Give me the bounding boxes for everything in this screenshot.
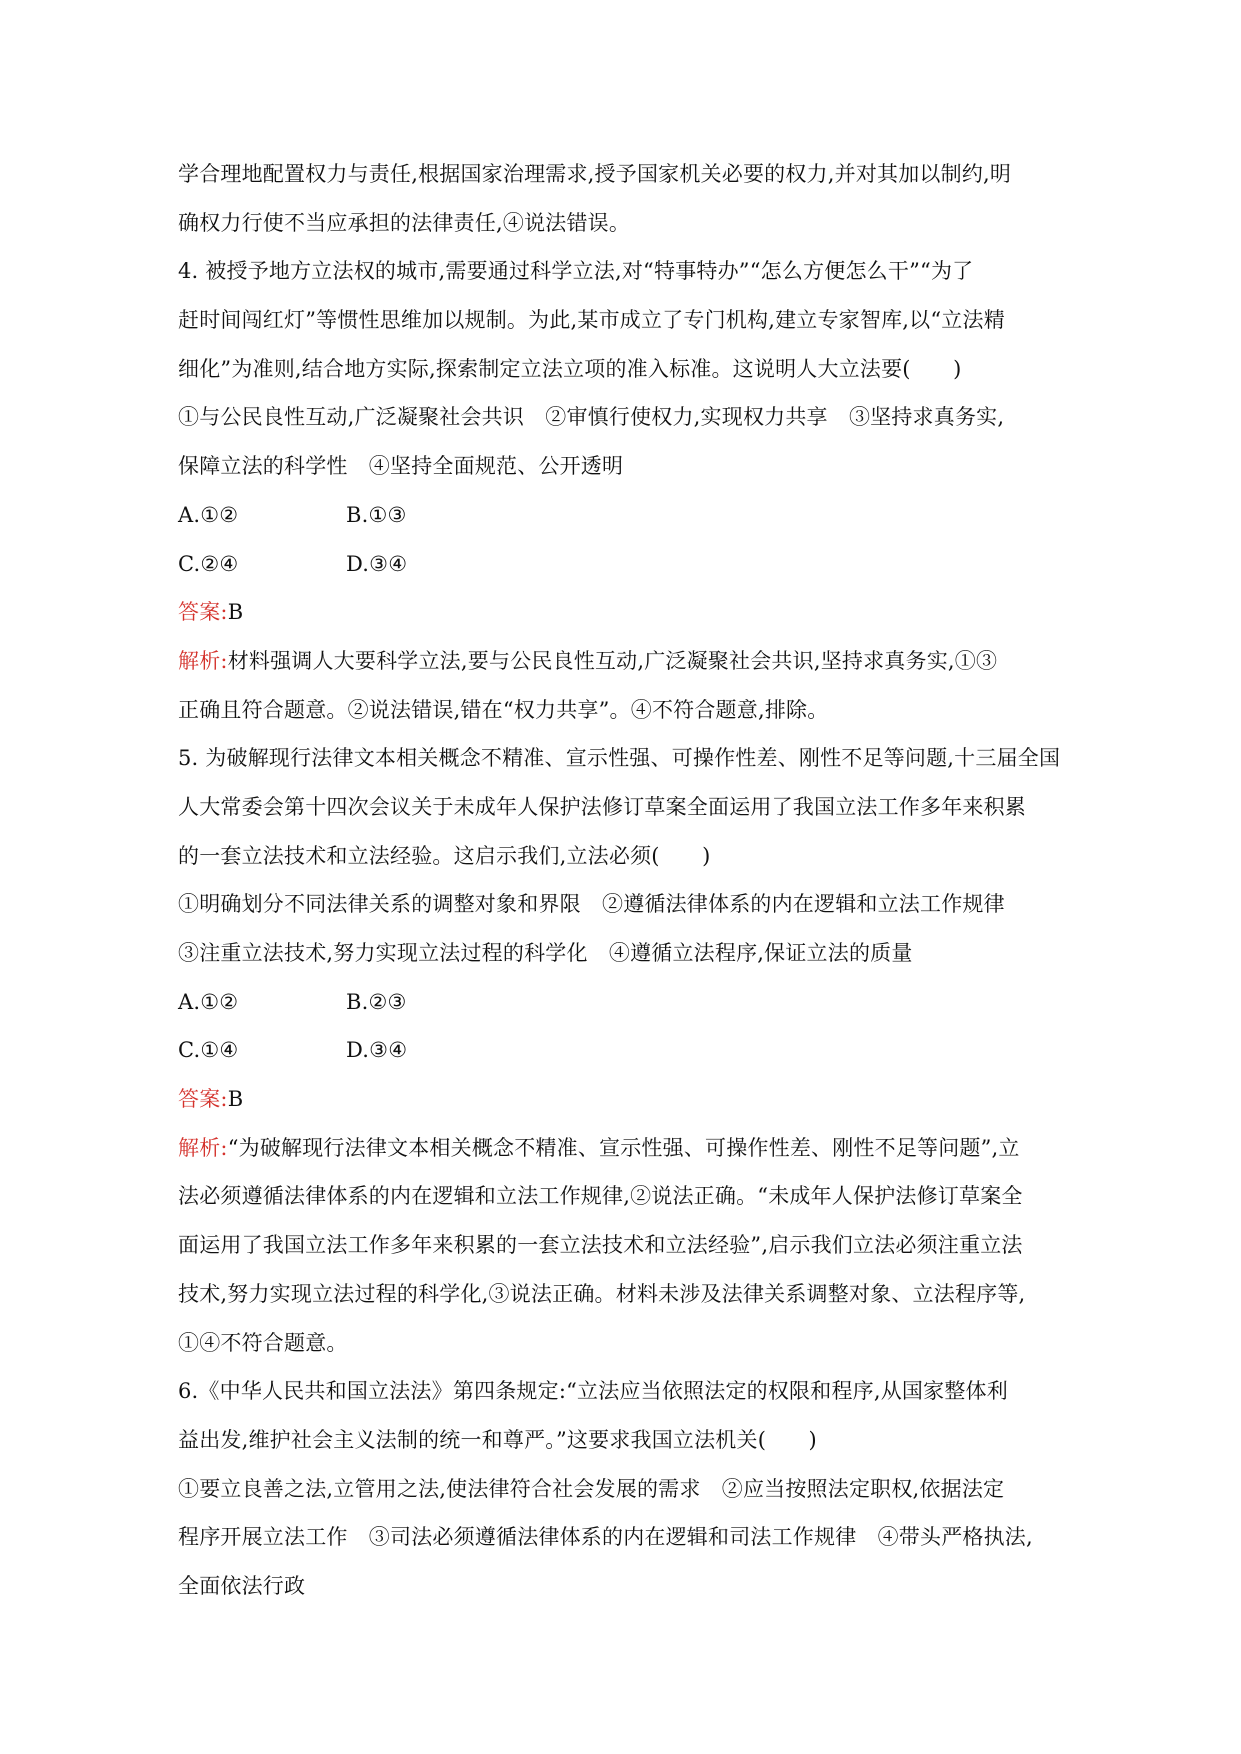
analysis-label: 解析:	[178, 648, 228, 673]
question-4-analysis-line: 正确且符合题意。②说法错误,错在“权力共享”。④不符合题意,排除。	[178, 697, 829, 722]
question-6-statement-line: ①要立良善之法,立管用之法,使法律符合社会发展的需求 ②应当按照法定职权,依据法定	[178, 1476, 1005, 1501]
question-5-analysis-line: 面运用了我国立法工作多年来积累的一套立法技术和立法经验”,启示我们立法必须注重立法	[178, 1233, 1023, 1258]
question-6-stem-line: 6.《中华人民共和国立法法》第四条规定:“立法应当依照法定的权限和程序,从国家整体利	[178, 1379, 1008, 1404]
question-5-options-row	[178, 1026, 1068, 1075]
analysis-text: 材料强调人大要科学立法,要与公民良性互动,广泛凝聚社会共识,坚持求真务实,①③	[227, 648, 998, 673]
answer-label: 答案:	[178, 1087, 228, 1112]
option-b: B.②③	[346, 989, 407, 1014]
question-5-stem-line: 的一套立法技术和立法经验。这启示我们,立法必须( )	[178, 843, 711, 868]
question-4-stem-line: 4. 被授予地方立法权的城市,需要通过科学立法,对“特事特办”“怎么方便怎么干”“为了	[178, 259, 974, 284]
question-4-options-row	[178, 540, 1068, 589]
option-c: C.①④	[178, 1038, 239, 1063]
option-a: A.①②	[178, 989, 239, 1014]
question-6-statement-line: 全面依法行政	[178, 1573, 306, 1598]
question-4-analysis-line	[178, 637, 1068, 686]
question-5-analysis-line: 法必须遵循法律体系的内在逻辑和立法工作规律,②说法正确。“未成年人保护法修订草案全	[178, 1184, 1023, 1209]
question-4-options-row	[178, 491, 1068, 540]
question-5-analysis-line: ①④不符合题意。	[178, 1330, 348, 1355]
question-6-stem-line: 益出发,维护社会主义法制的统一和尊严。”这要求我国立法机关( )	[178, 1427, 817, 1452]
question-5-stem-line: 5. 为破解现行法律文本相关概念不精准、宣示性强、可操作性差、刚性不足等问题,十三届全国	[178, 746, 1061, 771]
question-5-analysis-line	[178, 1124, 1068, 1173]
question-5-answer	[178, 1075, 1068, 1124]
analysis-text: “为破解现行法律文本相关概念不精准、宣示性强、可操作性差、刚性不足等问题”,立	[227, 1135, 1020, 1160]
analysis-label: 解析:	[178, 1135, 228, 1160]
option-c: C.②④	[178, 551, 239, 576]
question-5-statement-line: ③注重立法技术,努力实现立法过程的科学化 ④遵循立法程序,保证立法的质量	[178, 941, 913, 965]
question-5-options-row	[178, 978, 1068, 1027]
question-5-analysis-line: 技术,努力实现立法过程的科学化,③说法正确。材料未涉及法律关系调整对象、立法程序等,	[178, 1281, 1026, 1306]
question-6-statement-line: 程序开展立法工作 ③司法必须遵循法律体系的内在逻辑和司法工作规律 ④带头严格执法,	[178, 1525, 1033, 1550]
answer-value: B	[227, 600, 244, 625]
question-4-statement-line: ①与公民良性互动,广泛凝聚社会共识 ②审慎行使权力,实现权力共享 ③坚持求真务实,	[178, 405, 1005, 430]
answer-label: 答案:	[178, 600, 228, 625]
question-4-stem-line: 赶时间闯红灯”等惯性思维加以规制。为此,某市成立了专门机构,建立专家智库,以“立法精	[178, 308, 1005, 333]
option-b: B.①③	[346, 502, 407, 527]
answer-value: B	[227, 1087, 244, 1112]
question-5-stem-line: 人大常委会第十四次会议关于未成年人保护法修订草案全面运用了我国立法工作多年来积累	[178, 794, 1026, 819]
option-d: D.③④	[346, 551, 408, 576]
question-4-statement-line: 保障立法的科学性 ④坚持全面规范、公开透明	[178, 454, 624, 479]
question-5-statement-line: ①明确划分不同法律关系的调整对象和界限 ②遵循法律体系的内在逻辑和立法工作规律	[178, 892, 1005, 917]
question-4-answer	[178, 588, 1068, 637]
option-d: D.③④	[346, 1038, 408, 1063]
question-4-stem-line: 细化”为准则,结合地方实际,探索制定立法立项的准入标准。这说明人大立法要( )	[178, 356, 962, 381]
intro-line: 学合理地配置权力与责任,根据国家治理需求,授予国家机关必要的权力,并对其加以制约,明	[178, 162, 1012, 186]
document-page	[178, 150, 1068, 1611]
intro-line: 确权力行使不当应承担的法律责任,④说法错误。	[178, 210, 631, 235]
option-a: A.①②	[178, 502, 239, 527]
